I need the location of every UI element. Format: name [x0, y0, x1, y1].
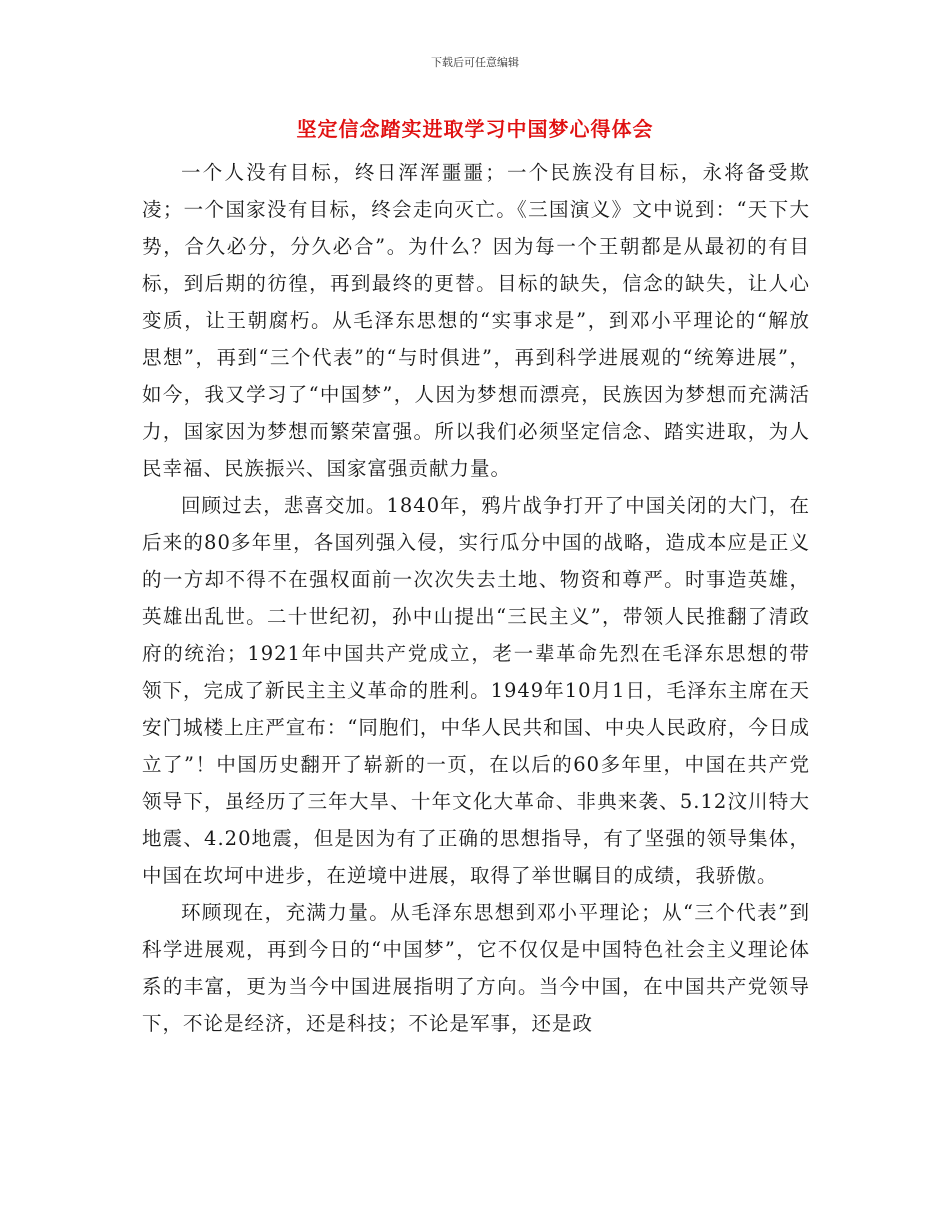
paragraph: 环顾现在，充满力量。从毛泽东思想到邓小平理论；从“三个代表”到科学进展观，再到今日的“中国梦”，它不仅仅是中国特色社会主义理论体系的丰富，更为当今中国进展指明了方向。当今中国，在中国共产党领导下，不论是经济，还是科技；不论是军事，还是政 [142, 901, 810, 1035]
header-note: 下载后可任意编辑 [431, 56, 519, 69]
paragraph: 回顾过去，悲喜交加。1840年，鸦片战争打开了中国关闭的大门，在后来的80多年里，各国列强入侵，实行瓜分中国的战略，造成本应是正义的一方却不得不在强权面前一次次失去土地、物资和尊严。时事造英雄，英雄出乱世。二十世纪初，孙中山提出“三民主义”，带领人民推翻了清政府的统治；1921年中国共产党成立，老一辈革命先烈在毛泽东思想的带领下，完成了新民主主义革命的胜利。1949年10月1日，毛泽东主席在天安门城楼上庄严宣布：“同胞们，中华人民共和国、中央人民政府，今日成立了”！中国历史翻开了崭新的一页，在以后的60多年里，中国在共产党领导下，虽经历了三年大旱、十年文化大革命、非典来袭、5.12汶川特大地震、4.20地震，但是因为有了正确的思想指导，有了坚强的领导集体，中国在坎坷中进步，在逆境中进展，取得了举世瞩目的成绩，我骄傲。 [142, 494, 810, 887]
document-body [142, 154, 810, 1042]
paragraph: 一个人没有目标，终日浑浑噩噩；一个民族没有目标，永将备受欺凌；一个国家没有目标，终会走向灭亡。《三国演义》文中说到：“天下大势，合久必分，分久必合”。为什么？因为每一个王朝都是从最初的有目标，到后期的彷徨，再到最终的更替。目标的缺失，信念的缺失，让人心变质，让王朝腐朽。从毛泽东思想的“实事求是”，到邓小平理论的“解放思想”，再到“三个代表”的“与时俱进”，再到科学进展观的“统筹进展”，如今，我又学习了“中国梦”，人因为梦想而漂亮，民族因为梦想而充满活力，国家因为梦想而繁荣富强。所以我们必须坚定信念、踏实进取，为人民幸福、民族振兴、国家富强贡献力量。 [142, 161, 810, 480]
document-title: 坚定信念踏实进取学习中国梦心得体会 [296, 117, 654, 141]
